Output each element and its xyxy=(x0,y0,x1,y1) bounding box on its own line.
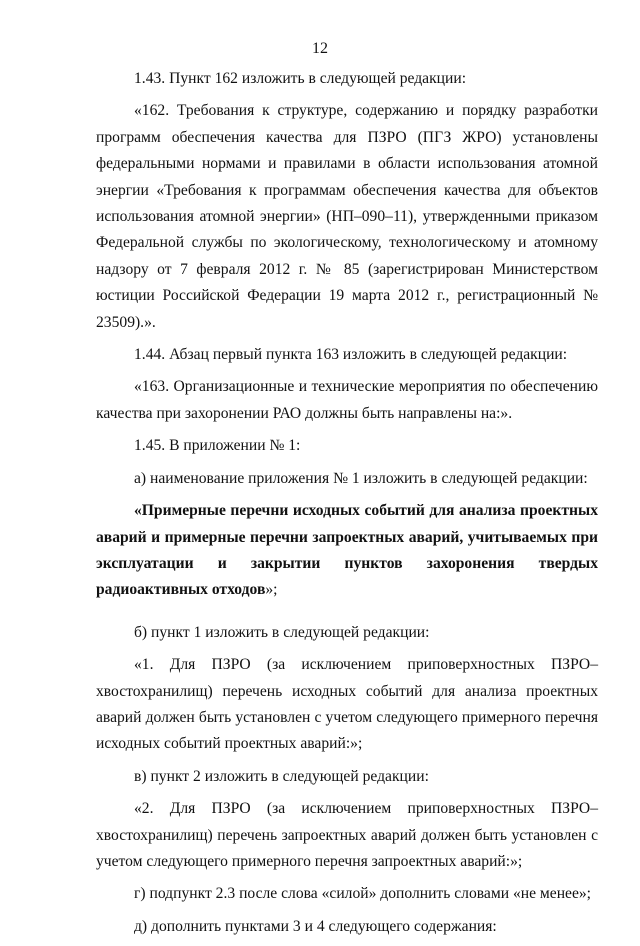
paragraph-162: «162. Требования к структуре, содержанию и порядку разработки программ обеспечения качества для ПЗРО (ПГЗ ЖРО) установлены федеральными нормами и правилами в области использования атомной энергии «Требования к программам обеспечения качества для объектов использования атомной энергии» (НП–090–11), утвержденными приказом Федеральной службы по экологическому, технологическому и атомному надзору от 7 февраля 2012 г. № 85 (зарегистрирован Министерством юстиции Российской Федерации 19 марта 2012 г., регистрационный № 23509).». xyxy=(96,102,598,331)
page-number: 12 xyxy=(312,40,328,57)
paragraph-item-1: «1. Для ПЗРО (за исключением приповерхностных ПЗРО–хвостохранилищ) перечень исходных событий для анализа проектных аварий должен быть установлен с учетом следующего примерного перечня исходных событий проектных аварий:»; xyxy=(96,656,598,753)
bold-title-tail: »; xyxy=(265,581,278,599)
paragraph-1-44: 1.44. Абзац первый пункта 163 изложить в следующей редакции: xyxy=(134,346,568,364)
paragraph-b: б) пункт 1 изложить в следующей редакции: xyxy=(134,623,430,641)
paragraph-bold-title xyxy=(96,498,598,604)
paragraph-g: г) подпункт 2.3 после слова «силой» дополнить словами «не менее»; xyxy=(134,885,592,903)
paragraph-163: «163. Организационные и технические мероприятия по обеспечению качества при захоронении РАО должны быть направлены на:». xyxy=(96,378,598,422)
document-body xyxy=(96,66,598,946)
paragraph-1-45: 1.45. В приложении № 1: xyxy=(134,437,301,455)
bold-title-text: «Примерные перечни исходных событий для анализа проектных аварий и примерные перечни запроектных аварий, учитываемых при эксплуатации и закрытии пунктов захоронения твердых радиоактивных отходов xyxy=(96,502,598,599)
paragraph-v: в) пункт 2 изложить в следующей редакции: xyxy=(134,767,429,785)
paragraph-d: д) дополнить пунктами 3 и 4 следующего содержания: xyxy=(134,917,497,935)
paragraph-item-2: «2. Для ПЗРО (за исключением приповерхностных ПЗРО–хвостохранилищ) перечень запроектных аварий должен быть установлен с учетом следующего примерного перечня запроектных аварий:»; xyxy=(96,800,598,870)
paragraph-a: а) наименование приложения № 1 изложить в следующей редакции: xyxy=(134,469,588,487)
paragraph-1-43: 1.43. Пункт 162 изложить в следующей редакции: xyxy=(134,70,467,87)
